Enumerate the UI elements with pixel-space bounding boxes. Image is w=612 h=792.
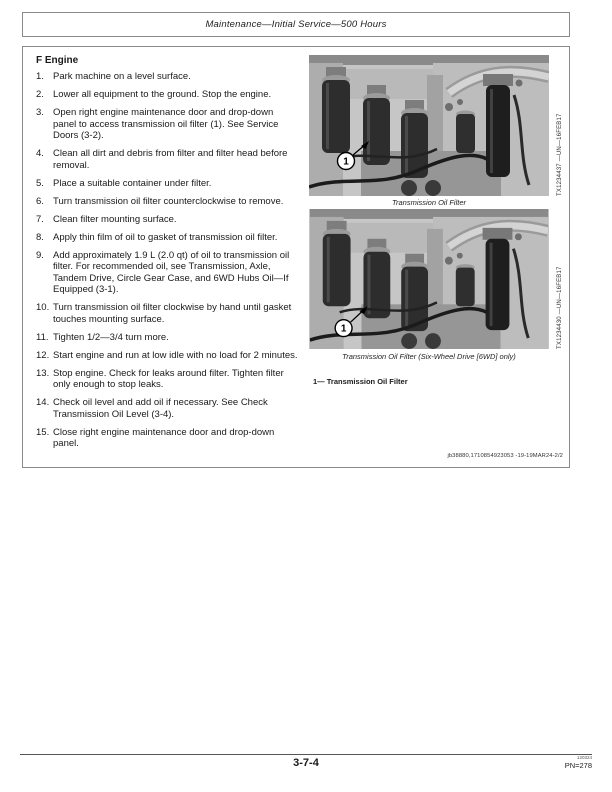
list-item (36, 350, 302, 362)
procedure-steps (36, 71, 302, 456)
step-text: Place a suitable container under filter. (53, 177, 212, 189)
list-item (36, 89, 302, 101)
step-number: 9. (36, 249, 44, 261)
content-box (22, 46, 570, 468)
step-text: Clean filter mounting surface. (53, 213, 177, 225)
list-item (36, 397, 302, 420)
step-number: 4. (36, 148, 44, 159)
step-text: Lower all equipment to the ground. Stop the engine. (53, 89, 272, 100)
figure-id-code: TX1234430 —UN—16FEB17 (557, 266, 563, 349)
step-number: 6. (36, 195, 44, 207)
step-text: Tighten 1/2—3/4 turn more. (53, 331, 169, 343)
step-text: Open right engine maintenance door and drop-down panel to access transmission oil filter (1). See Service Doors (3-2). (53, 107, 279, 141)
engine-photo-illustration (309, 209, 549, 349)
list-item (36, 196, 302, 208)
section-heading: F Engine (36, 55, 79, 66)
step-text: Add approximately 1.9 L (2.0 qt) of oil to transmission oil filter. For recommended oil, see Transmission, Axle, Tandem Drive, Circle Gear Case, and 6WD Hubs Oil—If Equipped (3-1). (53, 249, 290, 295)
step-text: Close right engine maintenance door and drop-down panel. (53, 426, 275, 449)
step-number: 7. (36, 213, 44, 225)
running-header (22, 12, 570, 37)
figure-caption: Transmission Oil Filter (Six-Wheel Drive [6WD] only) (342, 352, 516, 361)
running-header-title: Maintenance—Initial Service—500 Hours (205, 19, 387, 30)
step-number: 3. (36, 107, 44, 118)
step-text: Park machine on a level surface. (53, 71, 191, 82)
step-number: 14. (36, 397, 50, 408)
step-text: Check oil level and add oil if necessary. See Check Transmission Oil Level (3-4). (53, 397, 268, 420)
step-number: 11. (36, 331, 49, 343)
step-text: Turn transmission oil filter counterclockwise to remove. (53, 195, 284, 207)
list-item (36, 368, 302, 391)
publication-reference-code: jb38880,1710854923053 -19-19MAR24-2/2 (447, 453, 563, 459)
list-item (36, 107, 302, 142)
step-text: Turn transmission oil filter clockwise by hand until gasket touches mounting surface. (53, 302, 292, 325)
step-number: 8. (36, 231, 44, 243)
callout-legend: 1— Transmission Oil Filter (313, 377, 408, 386)
step-text: Clean all dirt and debris from filter and filter head before removal. (53, 148, 288, 171)
list-item (36, 250, 302, 296)
step-text: Stop engine. Check for leaks around filter. Tighten filter only enough to stop leaks. (53, 367, 284, 390)
list-item (36, 427, 302, 450)
callout-number: 1 (343, 156, 349, 168)
page-number: 3-7-4 (293, 757, 319, 769)
list-item (36, 302, 302, 325)
list-item (36, 71, 302, 83)
engine-photo-illustration (309, 55, 549, 196)
list-item (36, 178, 302, 190)
list-item (36, 332, 302, 344)
figure-transmission-oil-filter-6wd (309, 209, 549, 349)
step-text: Apply thin film of oil to gasket of transmission oil filter. (53, 231, 278, 243)
callout-number: 1 (340, 323, 347, 335)
footer-right-block (565, 756, 592, 769)
step-text: Start engine and run at low idle with no load for 2 minutes. (53, 349, 298, 361)
figure-caption: Transmission Oil Filter (391, 198, 467, 207)
step-number: 10. (36, 302, 50, 313)
step-number: 1. (36, 71, 44, 82)
step-number: 5. (36, 177, 44, 189)
step-number: 2. (36, 89, 44, 100)
step-number: 12. (36, 349, 50, 361)
footer-date-code: 120324 (576, 755, 592, 760)
step-number: 15. (36, 426, 50, 438)
list-item (36, 232, 302, 244)
figure-id-code: TX1234437 —UN—16FEB17 (557, 113, 563, 196)
footer-pn: PN=278 (564, 760, 592, 770)
step-number: 13. (36, 367, 50, 379)
footer-divider (20, 754, 592, 755)
list-item (36, 214, 302, 226)
figure-transmission-oil-filter (309, 55, 549, 196)
list-item (36, 148, 302, 171)
